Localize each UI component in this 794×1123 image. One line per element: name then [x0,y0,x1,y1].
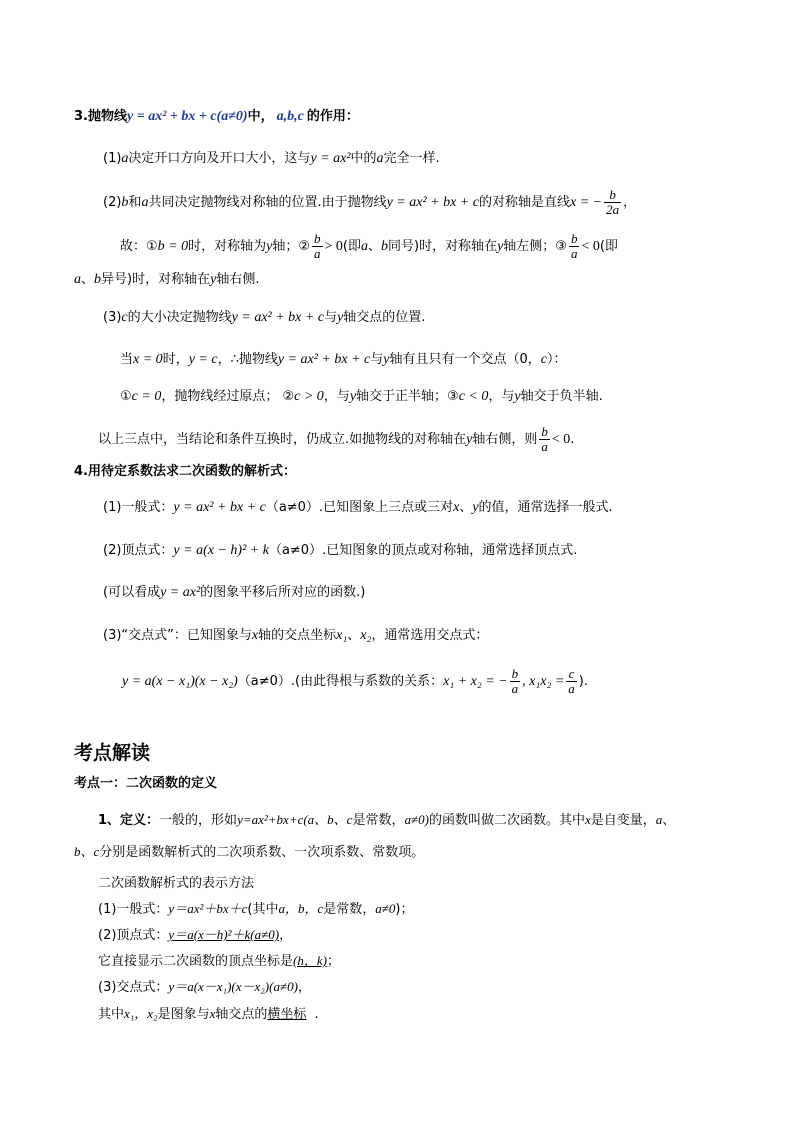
text: 的函数叫做二次函数。其中 [428,813,585,828]
var-a: a [376,151,384,166]
text: (即 [599,239,618,254]
section3-heading [74,107,359,127]
fraction [569,232,580,261]
text: 轴右侧，则 [472,432,538,447]
text: ，与 [488,389,515,404]
heading-text: 抛物线 [87,109,127,124]
text: （a≠0）.已知图象上三点或三对 [265,500,454,515]
text: 完全一样. [383,151,440,166]
text: 、 [662,813,676,828]
var-a: a [655,812,663,827]
text: 当 [120,352,134,367]
point-3-3-cases [120,387,603,407]
axis-formula: x = − [570,195,603,210]
representation-intercept-note [98,1004,319,1025]
vertex-coordinates: (h，k) [293,953,327,968]
text: . [314,1007,319,1022]
text: (2)顶点式： [98,928,169,943]
var-a: a [121,151,129,166]
text: ，通常选用交点式： [371,628,489,643]
condition: c > 0 [294,389,324,404]
var-a: a [141,195,149,210]
representation-vertex-note [98,951,340,972]
item-number: (3) [103,310,122,325]
text: )； [395,902,414,917]
formula: y = a(x − x₁)(x − x₂) [122,674,238,689]
var-y: y [472,500,479,515]
vars: x₁，x₂ [124,1006,158,1021]
section-heading: 考点解读 [74,742,151,764]
text: （a≠0）.(由此得根与系数的关系： [237,674,444,689]
formula: y = a(x − h)² + k [173,543,269,558]
text: 、 [459,500,473,515]
condition: c < 0 [458,389,489,404]
definition-line2 [74,842,424,863]
condition: a≠0) [404,812,429,827]
var-x: x [209,1006,216,1021]
answer-blank: 横坐标 [267,1007,307,1022]
item-number: (2) [103,195,122,210]
heading-text: 中， [247,109,274,124]
inequality: < 0 [581,239,600,254]
var-y: y [383,352,390,367]
formula: y=ax²+bx+c(a、b、c [237,812,353,827]
fraction [539,425,550,454]
point-4-2 [103,541,577,561]
text: 、 [347,628,361,643]
text: 和 [128,195,142,210]
text: 的图象平移后所对应的函数.) [200,585,366,600]
text: 共同决定抛物线对称轴的位置.由于抛物线 [148,195,387,210]
text: ，∴抛物线 [217,352,278,367]
var-x1: x₁ [336,628,348,643]
text: 、 [81,272,95,287]
text: 其中 [98,1007,125,1022]
text: 异号)时，对称轴在 [101,272,211,287]
vars: b、c [74,844,100,859]
text: 、 [367,239,381,254]
numerator: b [604,188,621,203]
denominator: a [511,681,519,696]
text: ）： [547,352,567,367]
var-y: y [466,432,473,447]
inequality: > 0 [324,239,343,254]
numerator: b [541,424,548,439]
point-3-3-detail [120,350,567,370]
text: 轴交于负半轴. [520,389,603,404]
var-y: y [210,272,217,287]
denominator: a [314,246,321,261]
formula: y = ax² + bx + c [231,310,325,325]
formula: y = ax² + bx + c [277,352,371,367]
fraction [566,667,577,696]
text: (2)顶点式： [103,543,174,558]
text: (可以看成 [103,585,161,600]
var-x: x [584,812,591,827]
text: 轴交点的 [215,1007,268,1022]
var-y: y [349,389,357,404]
fraction [312,232,323,261]
text: (其中 [247,902,279,917]
numerator: b [570,231,578,246]
heading-text: 的作用： [306,109,359,124]
text: 的值，通常选择一般式. [478,500,613,515]
text: 时， [162,352,189,367]
point-4-1 [103,498,613,518]
text: 一般的，形如 [159,813,238,828]
condition: x = 0 [133,352,163,367]
text: (1)一般式： [98,902,169,917]
var-b: b [381,239,388,254]
text: 的对称轴是直线 [478,195,570,210]
point-4-3-formula [122,667,588,696]
text: (1)一般式： [103,500,174,515]
text: 轴交点的位置. [343,310,426,325]
denominator: a [541,439,548,454]
text: 中的 [350,151,377,166]
var-a: a [360,239,368,254]
text: 以上三点中，当结论和条件互换时，仍成立.如抛物线的对称轴在 [98,432,467,447]
text: 是常数， [323,902,376,917]
text: ). [578,674,588,689]
text: 同号)时，对称轴在 [388,239,498,254]
point-3-2-cont [74,270,259,290]
point-3-1 [103,149,440,169]
var-c: c [540,352,547,367]
formula: y = c [188,352,218,367]
inequality: < 0 [551,432,571,447]
point-3-3 [103,308,425,328]
representation-intercept [98,977,311,998]
text: 轴；② [272,239,310,254]
vars: a，b，c [278,901,324,916]
denominator: 2a [606,202,620,217]
text: 轴有且只有一个交点（0， [389,352,541,367]
point-3-2-cases [120,232,618,261]
text: 是常数， [352,813,405,828]
definition-line1 [98,810,675,831]
representation-vertex [98,925,292,946]
text: ， [279,928,293,943]
var-y: y [514,389,521,404]
parabola-formula: y = ax² + bx + c(a≠0) [127,109,248,124]
text: ， [623,195,637,210]
condition: c = 0 [131,389,162,404]
formula: y = ax² [160,585,201,600]
condition: b = 0 [157,239,189,254]
text: 决定开口方向及开口大小，这与 [128,151,311,166]
var-b: b [121,195,129,210]
subsection-heading: 考点一：二次函数的定义 [74,776,218,791]
var-x2: x₂ [360,628,372,643]
representation-title: 二次函数解析式的表示方法 [98,876,255,891]
text: 故：① [120,239,158,254]
denominator: a [568,681,575,696]
text: 轴的交点坐标 [258,628,337,643]
text: 轴左侧；③ [503,239,567,254]
formula: , x₁x₂ = [522,674,565,689]
text: 轴右侧. [216,272,260,287]
text: 与 [370,352,384,367]
var-y: y [337,310,344,325]
formula: y＝a(x－x₁)(x－x₂)(a≠0) [168,979,298,994]
numerator: b [511,666,519,681]
text: . [570,432,575,447]
var-x: x [251,628,259,643]
numerator: b [314,231,321,246]
formula: y = ax² [310,151,351,166]
var-y: y [266,239,273,254]
text: ， [297,980,311,995]
section3-note [98,425,574,454]
text: ，抛物线经过原点； ② [161,389,295,404]
text: 与 [324,310,338,325]
point-4-3 [103,626,488,646]
text: 它直接显示二次函数的顶点坐标是 [98,954,294,969]
definition-label: 1、定义： [98,813,160,828]
formula: y＝a(x－h)²＋k(a≠0) [168,927,280,942]
var-c: c [121,310,128,325]
formula: y＝ax²＋bx＋c [168,901,248,916]
formula: y = ax² + bx + c [173,500,266,515]
text: ，与 [323,389,350,404]
denominator: a [570,246,578,261]
fraction [510,667,521,696]
text: (3)交点式： [98,980,169,995]
var-y: y [497,239,504,254]
text: (3)“交点式”：已知图象与 [103,628,252,643]
formula: x₁ + x₂ = − [443,674,508,689]
text: ① [120,389,132,404]
point-4-2-note [103,583,365,603]
var-b: b [94,272,102,287]
var-x: x [453,500,460,515]
item-number: (1) [103,151,122,166]
formula: y = ax² + bx + c [386,195,479,210]
text: 是图象与 [157,1007,210,1022]
text: （a≠0）.已知图象的顶点或对称轴，通常选择顶点式. [268,543,578,558]
numerator: c [566,667,577,682]
point-3-2 [103,188,636,217]
section4-heading: 4.用待定系数法求二次函数的解析式： [74,464,296,479]
text: 时，对称轴为 [188,239,267,254]
text: 的大小决定抛物线 [127,310,232,325]
text: 是自变量， [590,813,656,828]
coefficients: a,b,c [276,109,304,124]
text: 轴交于正半轴；③ [356,389,459,404]
fraction [604,188,621,217]
text: 分别是函数解析式的二次项系数、一次项系数、常数项。 [99,845,425,860]
section-number: 3. [74,109,88,124]
condition: a≠0 [375,901,396,916]
representation-general [98,899,414,920]
text: (即 [342,239,361,254]
var-a: a [74,272,81,287]
text: ； [326,954,340,969]
